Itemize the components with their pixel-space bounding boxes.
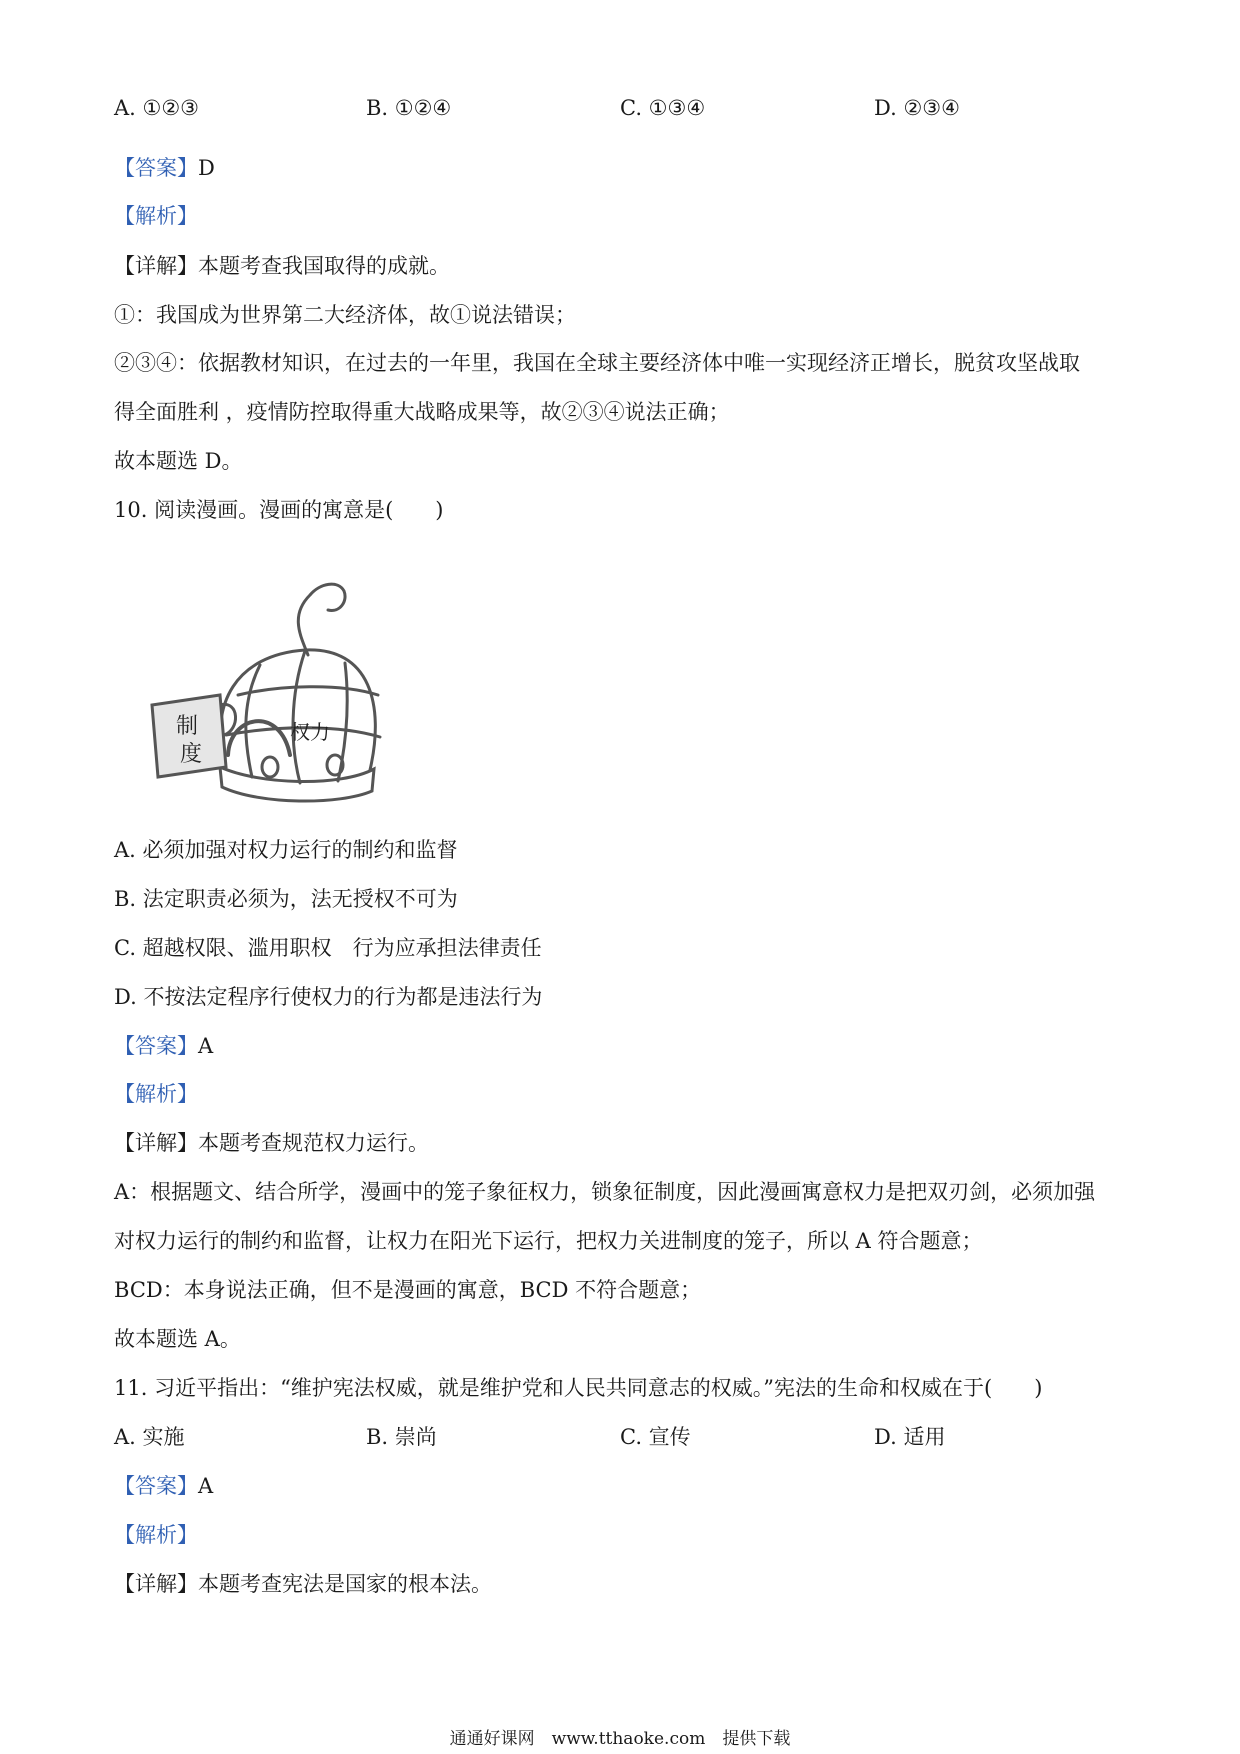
q9-line-3: 得全面胜利 ，疫情防控取得重大战略成果等，故②③④说法正确； <box>114 400 730 424</box>
cage-label: 权力 <box>290 720 330 744</box>
cage-dome <box>220 650 375 770</box>
q11-option-d: D. 适用 <box>874 1425 946 1449</box>
q10-option-b: B. 法定职责必须为，法无授权不可为 <box>114 887 458 911</box>
detail-tag: 【详解】 <box>114 1131 198 1155</box>
detail-text: 本题考查规范权力运行。 <box>198 1131 429 1155</box>
detail-tag: 【详解】 <box>114 1572 198 1596</box>
q9-analysis-tag: 【解析】 <box>114 204 198 228</box>
q10-line-1: A：根据题文、结合所学，漫画中的笼子象征权力，锁象征制度，因此漫画寓意权力是把双刃剑，必须加强 <box>114 1180 1096 1204</box>
answer-tag: 【答案】 <box>114 1034 198 1058</box>
q11-answer <box>114 1472 213 1500</box>
lock-label-1: 制 <box>176 714 199 739</box>
q9-option-c: C. ①③④ <box>620 96 706 120</box>
q9-option-a: A. ①②③ <box>114 96 199 120</box>
answer-tag: 【答案】 <box>114 156 198 180</box>
q11-option-b: B. 崇尚 <box>366 1425 437 1449</box>
q9-answer <box>114 154 215 182</box>
q9-line-1: ①：我国成为世界第二大经济体，故①说法错误； <box>114 303 576 327</box>
q10-answer <box>114 1032 213 1060</box>
q11-analysis-tag: 【解析】 <box>114 1523 198 1547</box>
q11-option-c: C. 宣传 <box>620 1425 691 1449</box>
answer-value: A <box>198 1034 214 1058</box>
q10-question: 10. 阅读漫画。漫画的寓意是( ) <box>114 498 444 522</box>
detail-text: 本题考查宪法是国家的根本法。 <box>198 1572 492 1596</box>
q10-option-c: C. 超越权限、滥用职权 行为应承担法律责任 <box>114 936 542 960</box>
detail-text: 本题考查我国取得的成就。 <box>198 254 450 278</box>
q10-cartoon <box>140 555 410 815</box>
answer-value: D <box>198 156 215 180</box>
q10-option-a: A. 必须加强对权力运行的制约和监督 <box>114 838 458 862</box>
q10-line-4: 故本题选 A。 <box>114 1327 241 1351</box>
detail-tag: 【详解】 <box>114 254 198 278</box>
q10-line-3: BCD：本身说法正确，但不是漫画的寓意，BCD 不符合题意； <box>114 1278 702 1302</box>
q10-option-d: D. 不按法定程序行使权力的行为都是违法行为 <box>114 985 543 1009</box>
q11-option-a: A. 实施 <box>114 1425 185 1449</box>
q10-detail <box>114 1129 429 1157</box>
q9-line-4: 故本题选 D。 <box>114 449 243 473</box>
answer-tag: 【答案】 <box>114 1474 198 1498</box>
q11-detail <box>114 1570 492 1598</box>
q11-question: 11. 习近平指出：“维护宪法权威，就是维护党和人民共同意志的权威。”宪法的生命和权威在于( ) <box>114 1376 1043 1400</box>
q9-line-2: ②③④：依据教材知识，在过去的一年里，我国在全球主要经济体中唯一实现经济正增长，脱贫攻坚战取 <box>114 351 1080 375</box>
q9-option-d: D. ②③④ <box>874 96 960 120</box>
lock-label-2: 度 <box>180 742 203 767</box>
cage-hook <box>298 584 345 655</box>
answer-value: A <box>198 1474 214 1498</box>
q9-detail <box>114 252 450 280</box>
q10-analysis-tag: 【解析】 <box>114 1082 198 1106</box>
q10-line-2: 对权力运行的制约和监督，让权力在阳光下运行，把权力关进制度的笼子，所以 A 符合题意； <box>114 1229 983 1253</box>
q9-option-b: B. ①②④ <box>366 96 452 120</box>
page-footer: 通通好课网 www.tthaoke.com 提供下载 <box>449 1729 791 1749</box>
